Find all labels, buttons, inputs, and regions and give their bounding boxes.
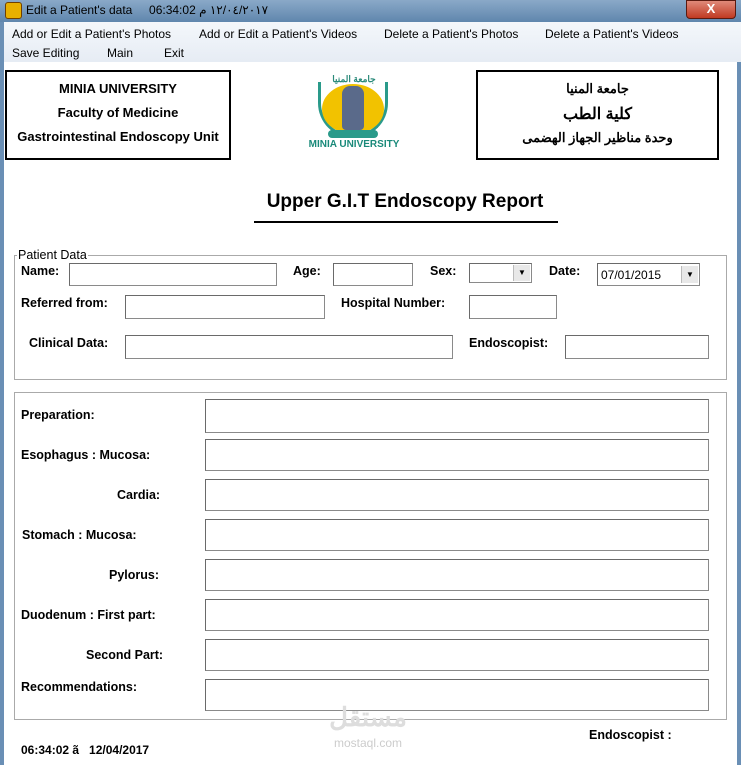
age-label: Age: <box>293 264 321 278</box>
clinical-data-input[interactable] <box>125 335 453 359</box>
watermark-logo: مستقل <box>329 702 407 732</box>
cardia-input[interactable] <box>205 479 709 511</box>
date-value: 07/01/2015 <box>601 268 662 282</box>
close-button[interactable]: X <box>686 0 736 19</box>
university-logo <box>298 72 410 154</box>
window-title-text: Edit a Patient's data <box>26 3 133 17</box>
second-part-input[interactable] <box>205 639 709 671</box>
title-underline <box>254 221 558 223</box>
menu-save-editing[interactable]: Save Editing <box>12 46 80 60</box>
stomach-label: Stomach : Mucosa: <box>22 528 137 542</box>
app-icon <box>5 2 22 19</box>
watermark-url: mostaql.com <box>333 736 403 750</box>
menu-bar <box>4 22 741 62</box>
logo-arabic: جامعة المنيا <box>332 74 376 84</box>
preparation-input[interactable] <box>205 399 709 433</box>
patient-data-legend: Patient Data <box>18 248 87 262</box>
university-name-arabic: جامعة المنيا <box>566 81 629 96</box>
cardia-label: Cardia: <box>117 488 161 502</box>
endoscopist-label: Endoscopist: <box>469 336 549 350</box>
recommendations-label: Recommendations: <box>21 680 137 694</box>
university-name: MINIA UNIVERSITY <box>59 81 177 96</box>
window-datetime: 06:34:02 ١٢/٠٤/٢٠١٧ م <box>149 3 269 17</box>
date-picker[interactable] <box>597 263 700 286</box>
second-part-label: Second Part: <box>86 648 164 662</box>
hospital-number-input[interactable] <box>469 295 557 319</box>
duodenum-first-input[interactable] <box>205 599 709 631</box>
footer-datetime: 06:34:02 ã 12/04/2017 <box>21 743 150 757</box>
clinical-data-label: Clinical Data: <box>29 336 109 350</box>
chevron-down-icon[interactable]: ▼ <box>513 265 530 281</box>
faculty-name: Faculty of Medicine <box>57 105 179 120</box>
faculty-name-arabic: كلية الطب <box>563 106 632 123</box>
name-input[interactable] <box>69 263 277 286</box>
preparation-label: Preparation: <box>21 408 95 422</box>
report-title: Upper G.I.T Endoscopy Report <box>266 191 544 212</box>
referred-input[interactable] <box>125 295 325 319</box>
menu-delete-videos[interactable]: Delete a Patient's Videos <box>545 27 679 41</box>
header-right-box <box>476 70 719 160</box>
menu-delete-photos[interactable]: Delete a Patient's Photos <box>384 27 519 41</box>
referred-label: Referred from: <box>21 296 108 310</box>
pylorus-label: Pylorus: <box>109 568 160 582</box>
hospital-number-label: Hospital Number: <box>341 296 446 310</box>
menu-main[interactable]: Main <box>107 46 134 60</box>
sex-label: Sex: <box>430 264 457 278</box>
esophagus-label: Esophagus : Mucosa: <box>21 448 151 462</box>
recommendations-input[interactable] <box>205 679 709 711</box>
esophagus-input[interactable] <box>205 439 709 471</box>
name-label: Name: <box>21 264 60 278</box>
stomach-input[interactable] <box>205 519 709 551</box>
chevron-down-icon[interactable]: ▼ <box>681 266 698 283</box>
unit-name-arabic: وحدة مناظير الجهاز الهضمى <box>522 130 673 145</box>
unit-name: Gastrointestinal Endoscopy Unit <box>17 129 219 144</box>
age-input[interactable] <box>333 263 413 286</box>
header-left-box <box>5 70 231 160</box>
endoscopist-input[interactable] <box>565 335 709 359</box>
menu-exit[interactable]: Exit <box>164 46 185 60</box>
date-label: Date: <box>549 264 581 278</box>
menu-add-photos[interactable]: Add or Edit a Patient's Photos <box>12 27 172 41</box>
pylorus-input[interactable] <box>205 559 709 591</box>
logo-text: MINIA UNIVERSITY <box>308 139 400 150</box>
menu-add-videos[interactable]: Add or Edit a Patient's Videos <box>199 27 358 41</box>
footer-endoscopist: Endoscopist : <box>589 728 672 742</box>
duodenum-first-label: Duodenum : First part: <box>21 608 156 622</box>
window-title <box>26 3 268 17</box>
sex-select[interactable] <box>469 263 532 283</box>
